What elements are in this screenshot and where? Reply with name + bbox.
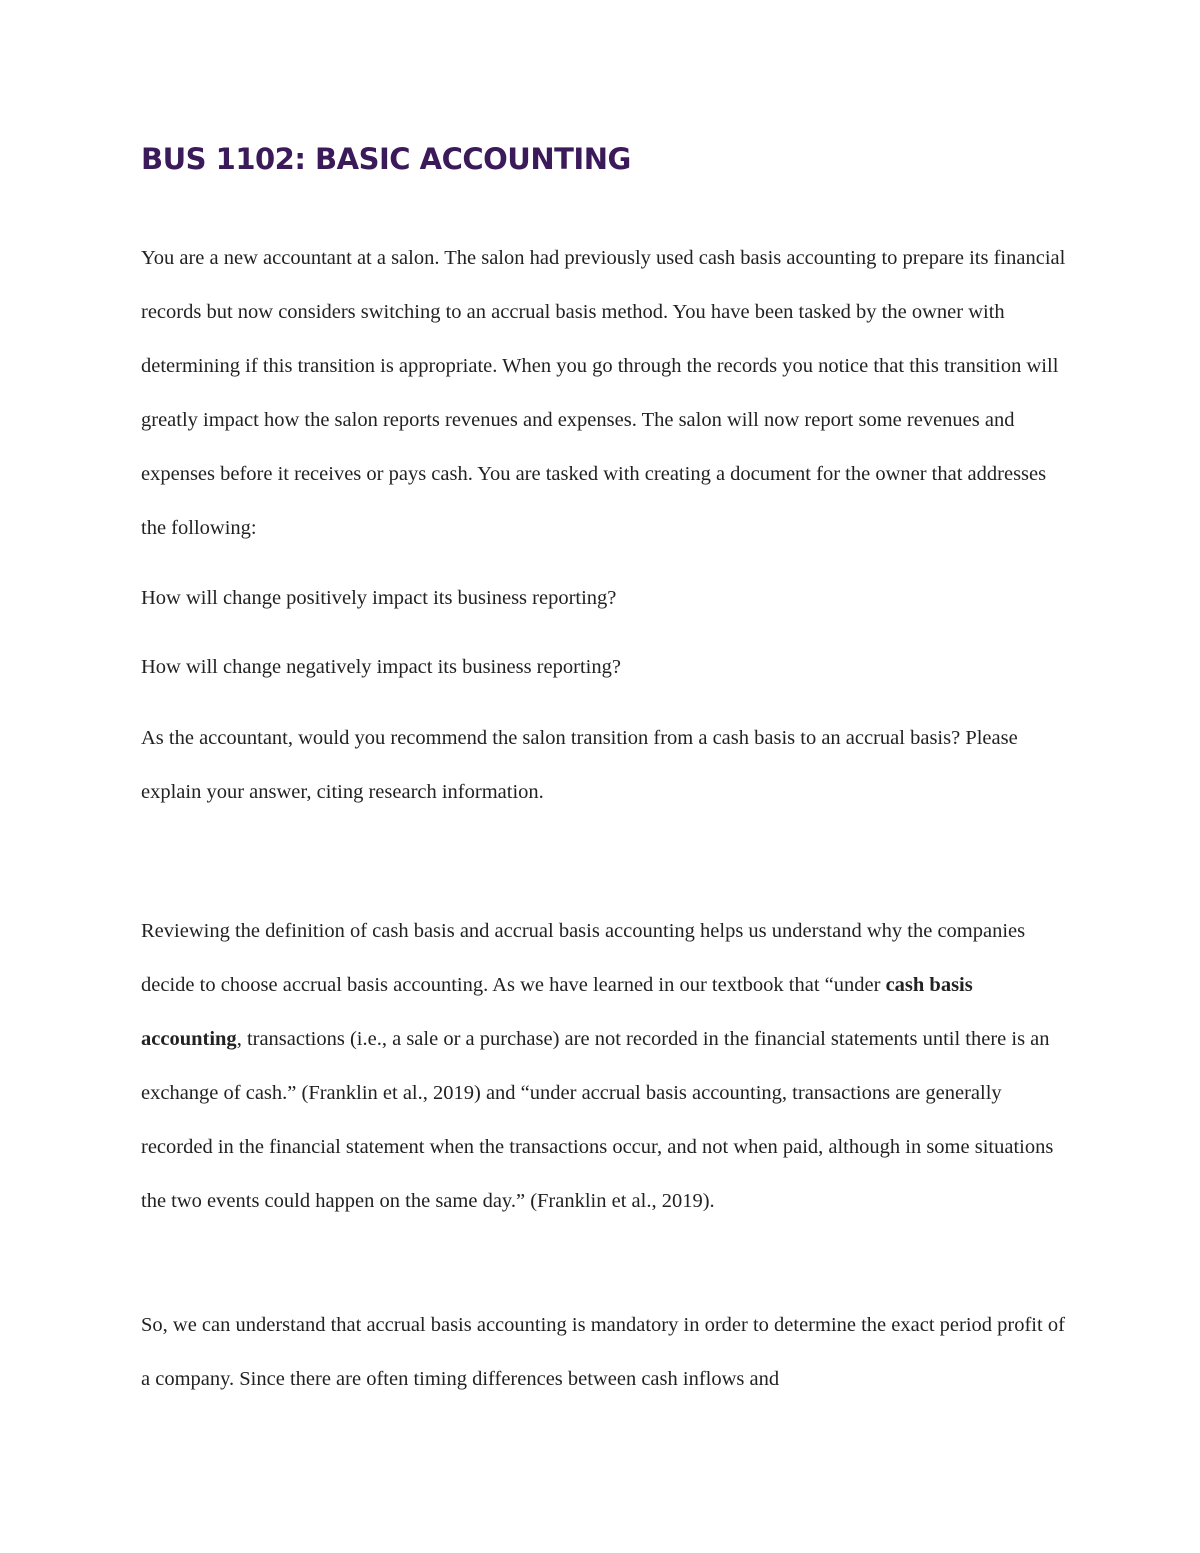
answer-paragraph (141, 904, 1071, 1228)
question-recommendation: As the accountant, would you recommend the salon transition from a cash basis to an accrual basis? Please explain your answer, citing research information. (141, 727, 1018, 803)
scenario-paragraph: You are a new accountant at a salon. The salon had previously used cash basis accounting to prepare its financial records but now considers switching to an accrual basis method. You have been tasked by the owner with determining if this transition is appropriate. When you go through the records you notice that this transition will greatly impact how the salon reports revenues and expenses. The salon will now report some revenues and expenses before it receives or pays cash. You are tasked with creating a document for the owner that addresses the following: (141, 247, 1066, 539)
answer-text-part2: , transactions (i.e., a sale or a purchase) are not recorded in the financial statements until there is an exchange of cash.” (Franklin et al., 2019) and “under accrual basis accounting, transactions are generally recorded in the financial statement when the transactions occur, and not when paid, although in some situations the two events could happen on the same day.” (Franklin et al., 2019). (141, 1028, 1054, 1212)
answer-text-part1: Reviewing the definition of cash basis and accrual basis accounting helps us understand why the companies decide to choose accrual basis accounting. As we have learned in our textbook that “under (141, 920, 1026, 996)
conclusion-paragraph: So, we can understand that accrual basis accounting is mandatory in order to determine the exact period profit of a company. Since there are often timing differences between cash inflows and (141, 1314, 1065, 1390)
answer-bold-term: cash basis accounting (141, 974, 973, 1050)
question-positive: How will change positively impact its business reporting? (141, 587, 617, 609)
document-title: BUS 1102: BASIC ACCOUNTING (141, 142, 631, 176)
question-negative: How will change negatively impact its business reporting? (141, 656, 621, 678)
